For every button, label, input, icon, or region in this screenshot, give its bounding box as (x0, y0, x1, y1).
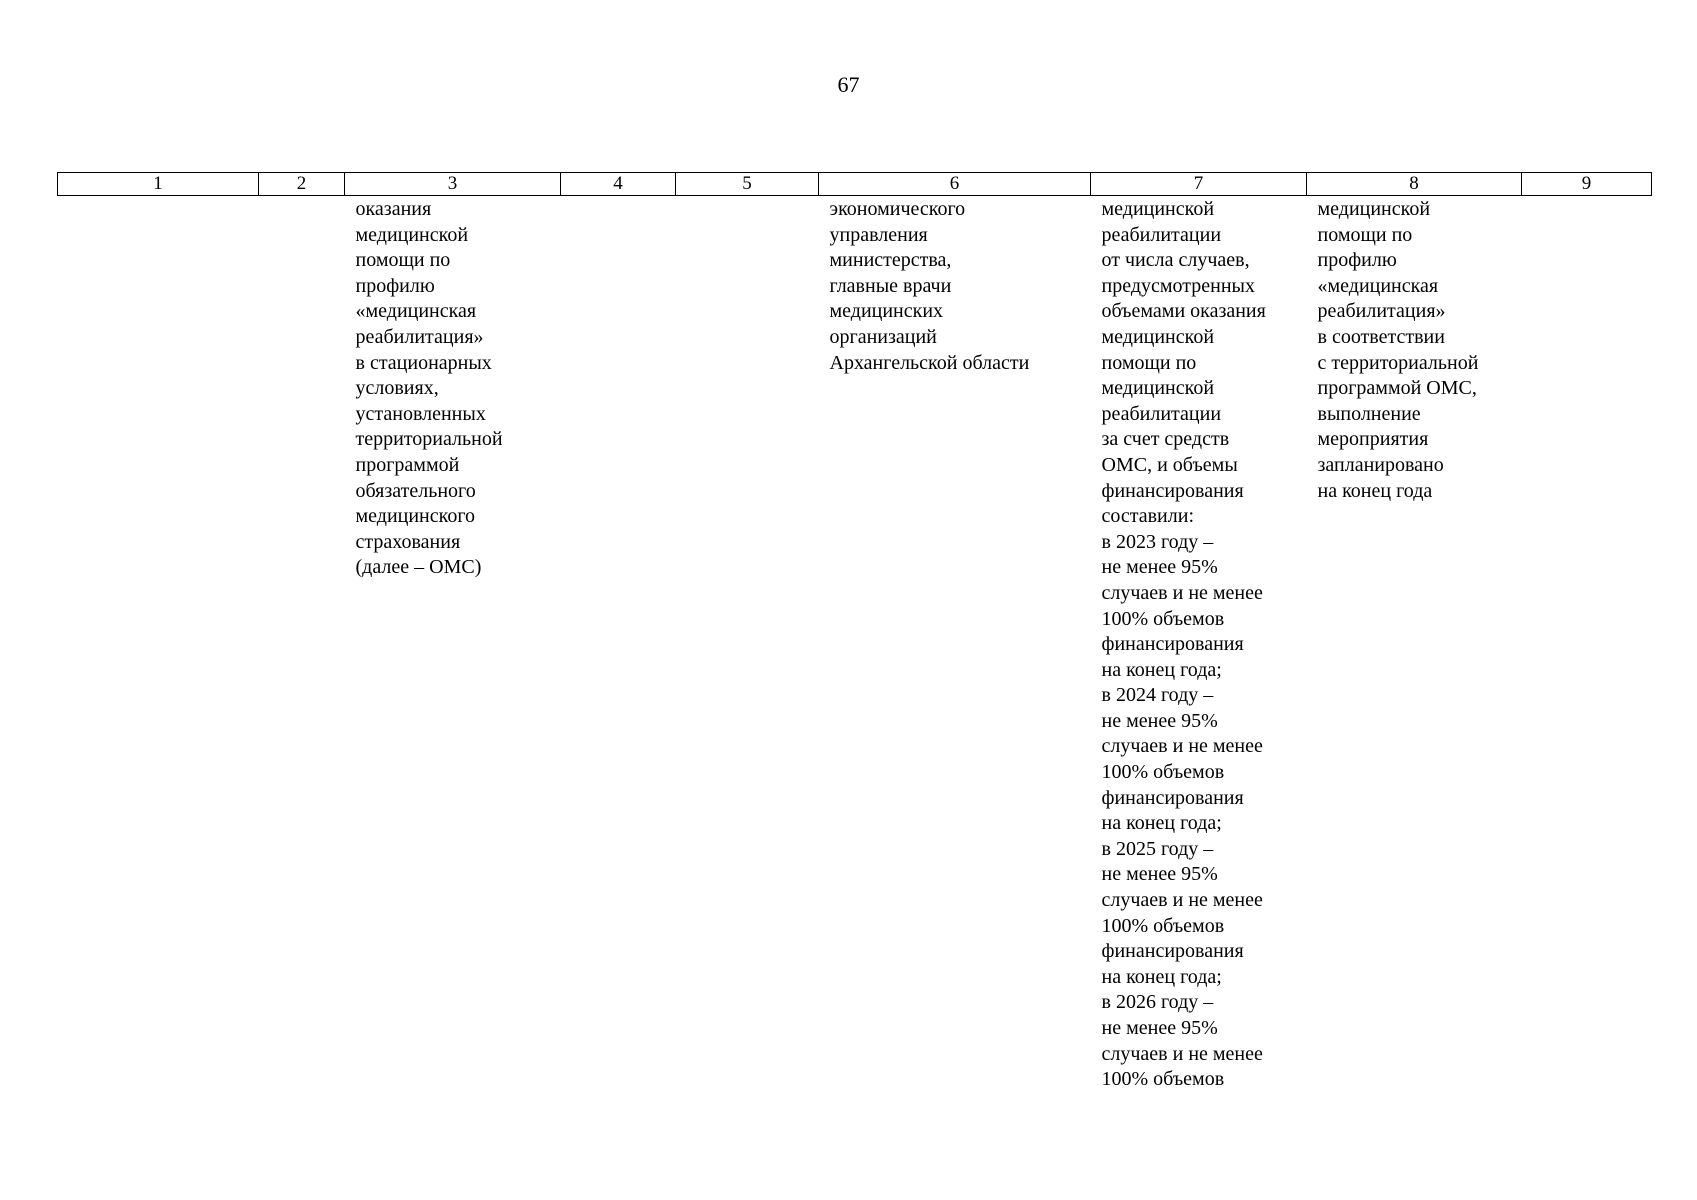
cell-col-2 (259, 196, 345, 1093)
column-header-4: 4 (561, 173, 676, 196)
column-header-9: 9 (1522, 173, 1652, 196)
cell-col-5 (676, 196, 819, 1093)
program-table (57, 172, 1652, 1093)
column-header-2: 2 (259, 173, 345, 196)
column-header-1: 1 (58, 173, 259, 196)
column-header-3: 3 (345, 173, 561, 196)
page-number: 67 (837, 72, 860, 97)
cell-col-3: оказания медицинской помощи по профилю «медицинская реабилитация» в стационарных условиях, установленных территориальной программой обязательного медицинского страхования (далее – ОМС) (355, 198, 503, 579)
column-header-5: 5 (676, 173, 819, 196)
column-header-8: 8 (1307, 173, 1522, 196)
cell-col-1 (58, 196, 259, 1093)
column-number-row (58, 173, 1652, 196)
column-header-6: 6 (819, 173, 1091, 196)
column-header-7: 7 (1091, 173, 1307, 196)
cell-col-8: медицинской помощи по профилю «медицинская реабилитация» в соответствии с территориальной программой ОМС, выполнение мероприятия запланировано на конец года (1317, 198, 1479, 502)
cell-col-6: экономического управления министерства, главные врачи медицинских организаций Архангельской области (829, 198, 1030, 374)
table-row (58, 196, 1652, 1093)
cell-col-4 (561, 196, 676, 1093)
cell-col-9 (1522, 196, 1652, 1093)
cell-col-7: медицинской реабилитации от числа случаев, предусмотренных объемами оказания медицинской помощи по медицинской реабилитации за счет средств ОМС, и объемы финансирования составили: в 2023 году – не менее 95% случаев и не менее 100% объемов финансирования на конец года; в 2024 году – не менее 95% случаев и не менее 100% объемов финансирования на конец года; в 2025 году – не менее 95% случаев и не менее 100% объемов финансирования на конец года; в 2026 году – не менее 95% случаев и не менее 100% объемов (1101, 198, 1266, 1091)
